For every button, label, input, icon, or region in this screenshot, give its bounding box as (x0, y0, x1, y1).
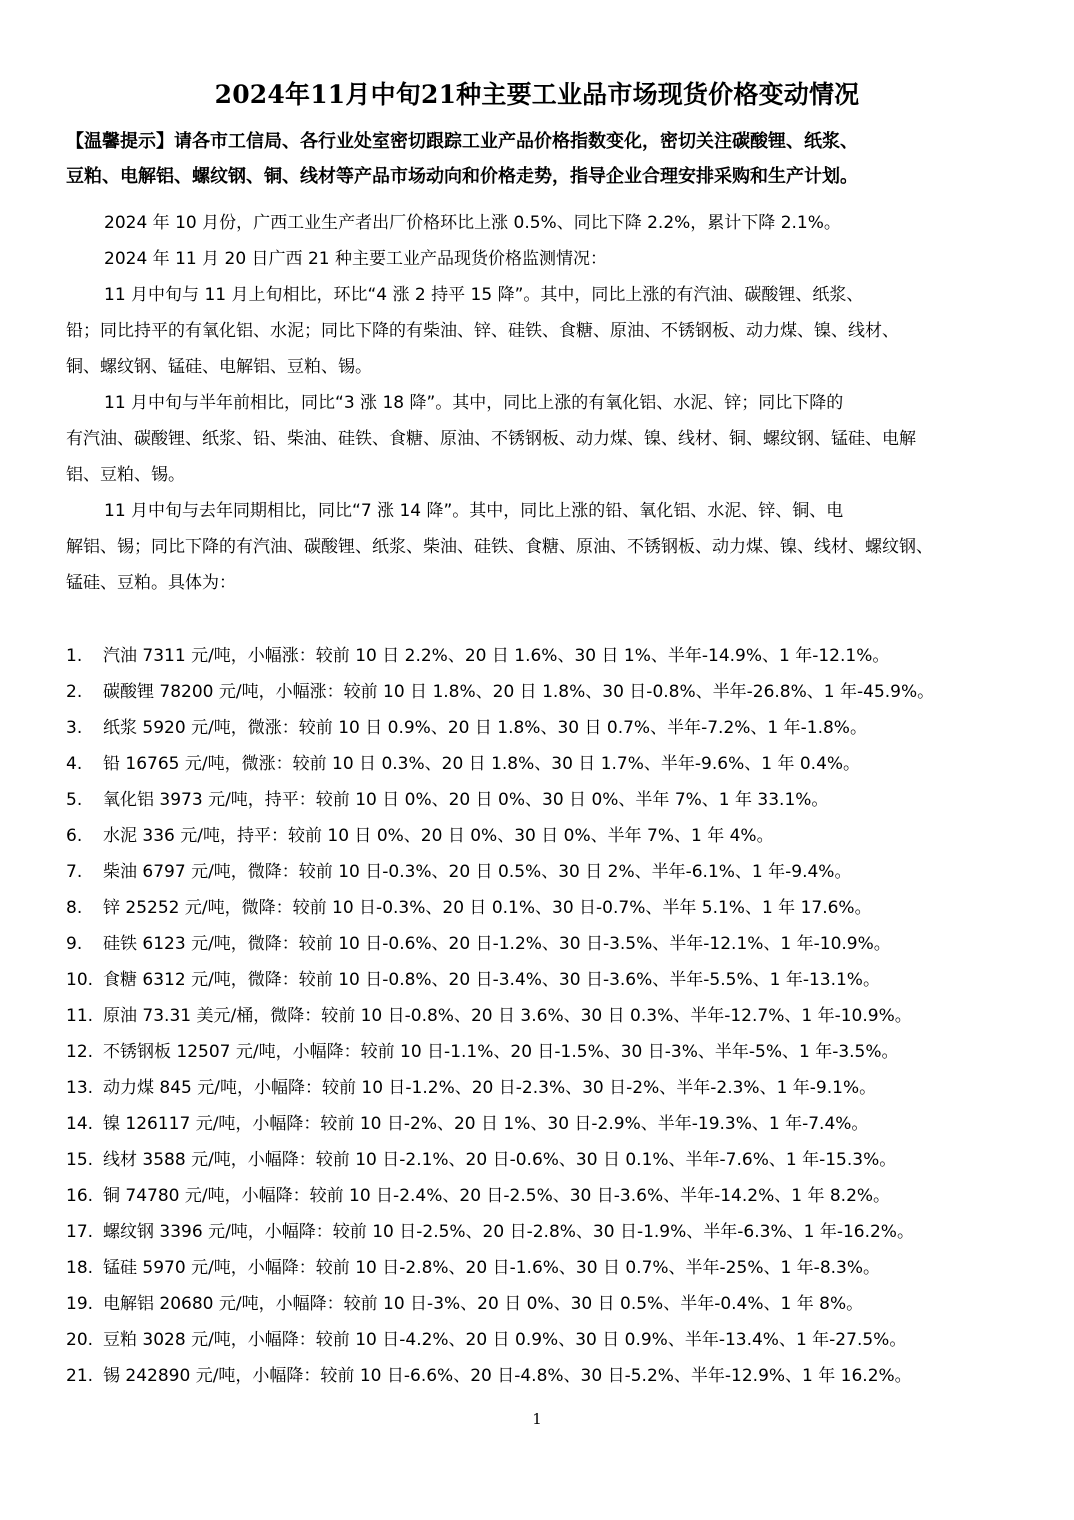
list-item (66, 710, 1016, 746)
list-item-text: 锡 242890 元/吨，小幅降：较前 10 日-6.6%、20 日-4.8%、30 日-5.2%、半年-12.9%、1 年 16.2%。 (103, 1366, 912, 1386)
list-item (66, 1070, 1016, 1106)
paragraph-line: 铅；同比持平的有氧化铝、水泥；同比下降的有柴油、锌、硅铁、食糖、原油、不锈钢板、动力煤、镍、线材、 (66, 321, 899, 341)
list-item-text: 食糖 6312 元/吨，微降：较前 10 日-0.8%、20 日-3.4%、30 日-3.6%、半年-5.5%、1 年-13.1%。 (103, 970, 880, 990)
list-item-text: 动力煤 845 元/吨，小幅降：较前 10 日-1.2%、20 日-2.3%、30 日-2%、半年-2.3%、1 年-9.1%。 (103, 1078, 877, 1098)
list-item-text: 汽油 7311 元/吨，小幅涨：较前 10 日 2.2%、20 日 1.6%、30 日 1%、半年-14.9%、1 年-12.1%。 (103, 646, 890, 666)
paragraph-line: 2024 年 11 月 20 日广西 21 种主要工业产品现货价格监测情况： (104, 249, 607, 269)
paragraph-line: 铜、螺纹钢、锰硅、电解铝、豆粕、锡。 (66, 357, 372, 377)
list-item-text: 硅铁 6123 元/吨，微降：较前 10 日-0.6%、20 日-1.2%、30 日-3.5%、半年-12.1%、1 年-10.9%。 (103, 934, 891, 954)
list-item (66, 638, 1016, 674)
list-item-number: 10. (66, 970, 94, 990)
list-item (66, 854, 1016, 890)
paragraph-line: 锰硅、豆粕。具体为： (66, 573, 236, 593)
list-item-text: 水泥 336 元/吨，持平：较前 10 日 0%、20 日 0%、30 日 0%、半年 7%、1 年 4%。 (103, 826, 774, 846)
list-item (66, 1250, 1016, 1286)
list-item-text: 锌 25252 元/吨，微降：较前 10 日-0.3%、20 日 0.1%、30 日-0.7%、半年 5.1%、1 年 17.6%。 (103, 898, 872, 918)
list-item (66, 782, 1016, 818)
list-item (66, 1106, 1016, 1142)
list-item-number: 7. (66, 862, 83, 882)
list-item-number: 2. (66, 682, 83, 702)
paragraph-line: 11 月中旬与半年前相比，同比“3 涨 18 降”。其中，同比上涨的有氧化铝、水泥、锌；同比下降的 (104, 393, 844, 413)
list-item-number: 9. (66, 934, 83, 954)
list-item-text: 铜 74780 元/吨，小幅降：较前 10 日-2.4%、20 日-2.5%、30 日-3.6%、半年-14.2%、1 年 8.2%。 (103, 1186, 891, 1206)
list-item-number: 11. (66, 1006, 94, 1026)
list-item-text: 柴油 6797 元/吨，微降：较前 10 日-0.3%、20 日 0.5%、30 日 2%、半年-6.1%、1 年-9.4%。 (103, 862, 852, 882)
list-item-number: 15. (66, 1150, 94, 1170)
list-item-number: 5. (66, 790, 83, 810)
list-item-number: 4. (66, 754, 83, 774)
paragraph-line: 11 月中旬与去年同期相比，同比“7 涨 14 降”。其中，同比上涨的铅、氧化铝、水泥、锌、铜、电 (104, 501, 844, 521)
list-item-text: 不锈钢板 12507 元/吨，小幅降：较前 10 日-1.1%、20 日-1.5%、30 日-3%、半年-5%、1 年-3.5%。 (103, 1042, 899, 1062)
list-item (66, 1178, 1016, 1214)
list-item-text: 铅 16765 元/吨，微涨：较前 10 日 0.3%、20 日 1.8%、30 日 1.7%、半年-9.6%、1 年 0.4%。 (103, 754, 861, 774)
list-item-text: 纸浆 5920 元/吨，微涨：较前 10 日 0.9%、20 日 1.8%、30 日 0.7%、半年-7.2%、1 年-1.8%。 (103, 718, 867, 738)
list-item (66, 1286, 1016, 1322)
list-item (66, 1034, 1016, 1070)
list-item (66, 1322, 1016, 1358)
list-item-text: 氧化铝 3973 元/吨，持平：较前 10 日 0%、20 日 0%、30 日 0%、半年 7%、1 年 33.1%。 (103, 790, 829, 810)
list-item-number: 18. (66, 1258, 94, 1278)
list-item-text: 锰硅 5970 元/吨，小幅降：较前 10 日-2.8%、20 日-1.6%、30 日 0.7%、半年-25%、1 年-8.3%。 (103, 1258, 881, 1278)
paragraph-line: 解铝、锡；同比下降的有汽油、碳酸锂、纸浆、柴油、硅铁、食糖、原油、不锈钢板、动力煤、镍、线材、螺纹钢、 (66, 537, 933, 557)
list-item-number: 19. (66, 1294, 94, 1314)
list-item-number: 20. (66, 1330, 94, 1350)
list-item (66, 746, 1016, 782)
paragraph-line: 有汽油、碳酸锂、纸浆、铅、柴油、硅铁、食糖、原油、不锈钢板、动力煤、镍、线材、铜、螺纹钢、锰硅、电解 (66, 429, 916, 449)
list-item (66, 818, 1016, 854)
paragraph-line: 11 月中旬与 11 月上旬相比，环比“4 涨 2 持平 15 降”。其中，同比上涨的有汽油、碳酸锂、纸浆、 (104, 285, 864, 305)
list-item-text: 原油 73.31 美元/桶，微降：较前 10 日-0.8%、20 日 3.6%、30 日 0.3%、半年-12.7%、1 年-10.9%。 (103, 1006, 912, 1026)
list-item (66, 1142, 1016, 1178)
page-title: 2024年11月中旬21种主要工业品市场现货价格变动情况 (214, 80, 860, 109)
list-item-number: 21. (66, 1366, 94, 1386)
list-item-number: 17. (66, 1222, 94, 1242)
list-item-text: 碳酸锂 78200 元/吨，小幅涨：较前 10 日 1.8%、20 日 1.8%、30 日-0.8%、半年-26.8%、1 年-45.9%。 (103, 682, 935, 702)
list-item (66, 962, 1016, 998)
list-item-number: 8. (66, 898, 83, 918)
list-item-text: 镍 126117 元/吨，小幅降：较前 10 日-2%、20 日 1%、30 日-2.9%、半年-19.3%、1 年-7.4%。 (103, 1114, 869, 1134)
list-item (66, 926, 1016, 962)
paragraph-line: 2024 年 10 月份，广西工业生产者出厂价格环比上涨 0.5%、同比下降 2.2%，累计下降 2.1%。 (104, 213, 841, 233)
list-item (66, 1358, 1016, 1394)
list-item-text: 豆粕 3028 元/吨，小幅降：较前 10 日-4.2%、20 日 0.9%、30 日 0.9%、半年-13.4%、1 年-27.5%。 (103, 1330, 907, 1350)
page-number: 1 (532, 1410, 542, 1428)
list-item-number: 6. (66, 826, 83, 846)
list-item (66, 674, 1016, 710)
list-item-text: 螺纹钢 3396 元/吨，小幅降：较前 10 日-2.5%、20 日-2.8%、30 日-1.9%、半年-6.3%、1 年-16.2%。 (103, 1222, 914, 1242)
list-item (66, 998, 1016, 1034)
list-item-number: 14. (66, 1114, 94, 1134)
list-item (66, 1214, 1016, 1250)
paragraph-line: 铝、豆粕、锡。 (66, 465, 185, 485)
list-item-number: 1. (66, 646, 83, 666)
list-item-number: 13. (66, 1078, 94, 1098)
tip-line-2: 豆粕、电解铝、螺纹钢、铜、线材等产品市场动向和价格走势，指导企业合理安排采购和生产计划。 (66, 166, 858, 187)
list-item-text: 电解铝 20680 元/吨，小幅降：较前 10 日-3%、20 日 0%、30 日 0.5%、半年-0.4%、1 年 8%。 (103, 1294, 864, 1314)
list-item-number: 12. (66, 1042, 94, 1062)
list-item-number: 3. (66, 718, 83, 738)
list-item-number: 16. (66, 1186, 94, 1206)
list-item (66, 890, 1016, 926)
tip-line-1: 【温馨提示】请各市工信局、各行业处室密切跟踪工业产品价格指数变化，密切关注碳酸锂、纸浆、 (66, 131, 858, 152)
list-item-text: 线材 3588 元/吨，小幅降：较前 10 日-2.1%、20 日-0.6%、30 日 0.1%、半年-7.6%、1 年-15.3%。 (103, 1150, 897, 1170)
